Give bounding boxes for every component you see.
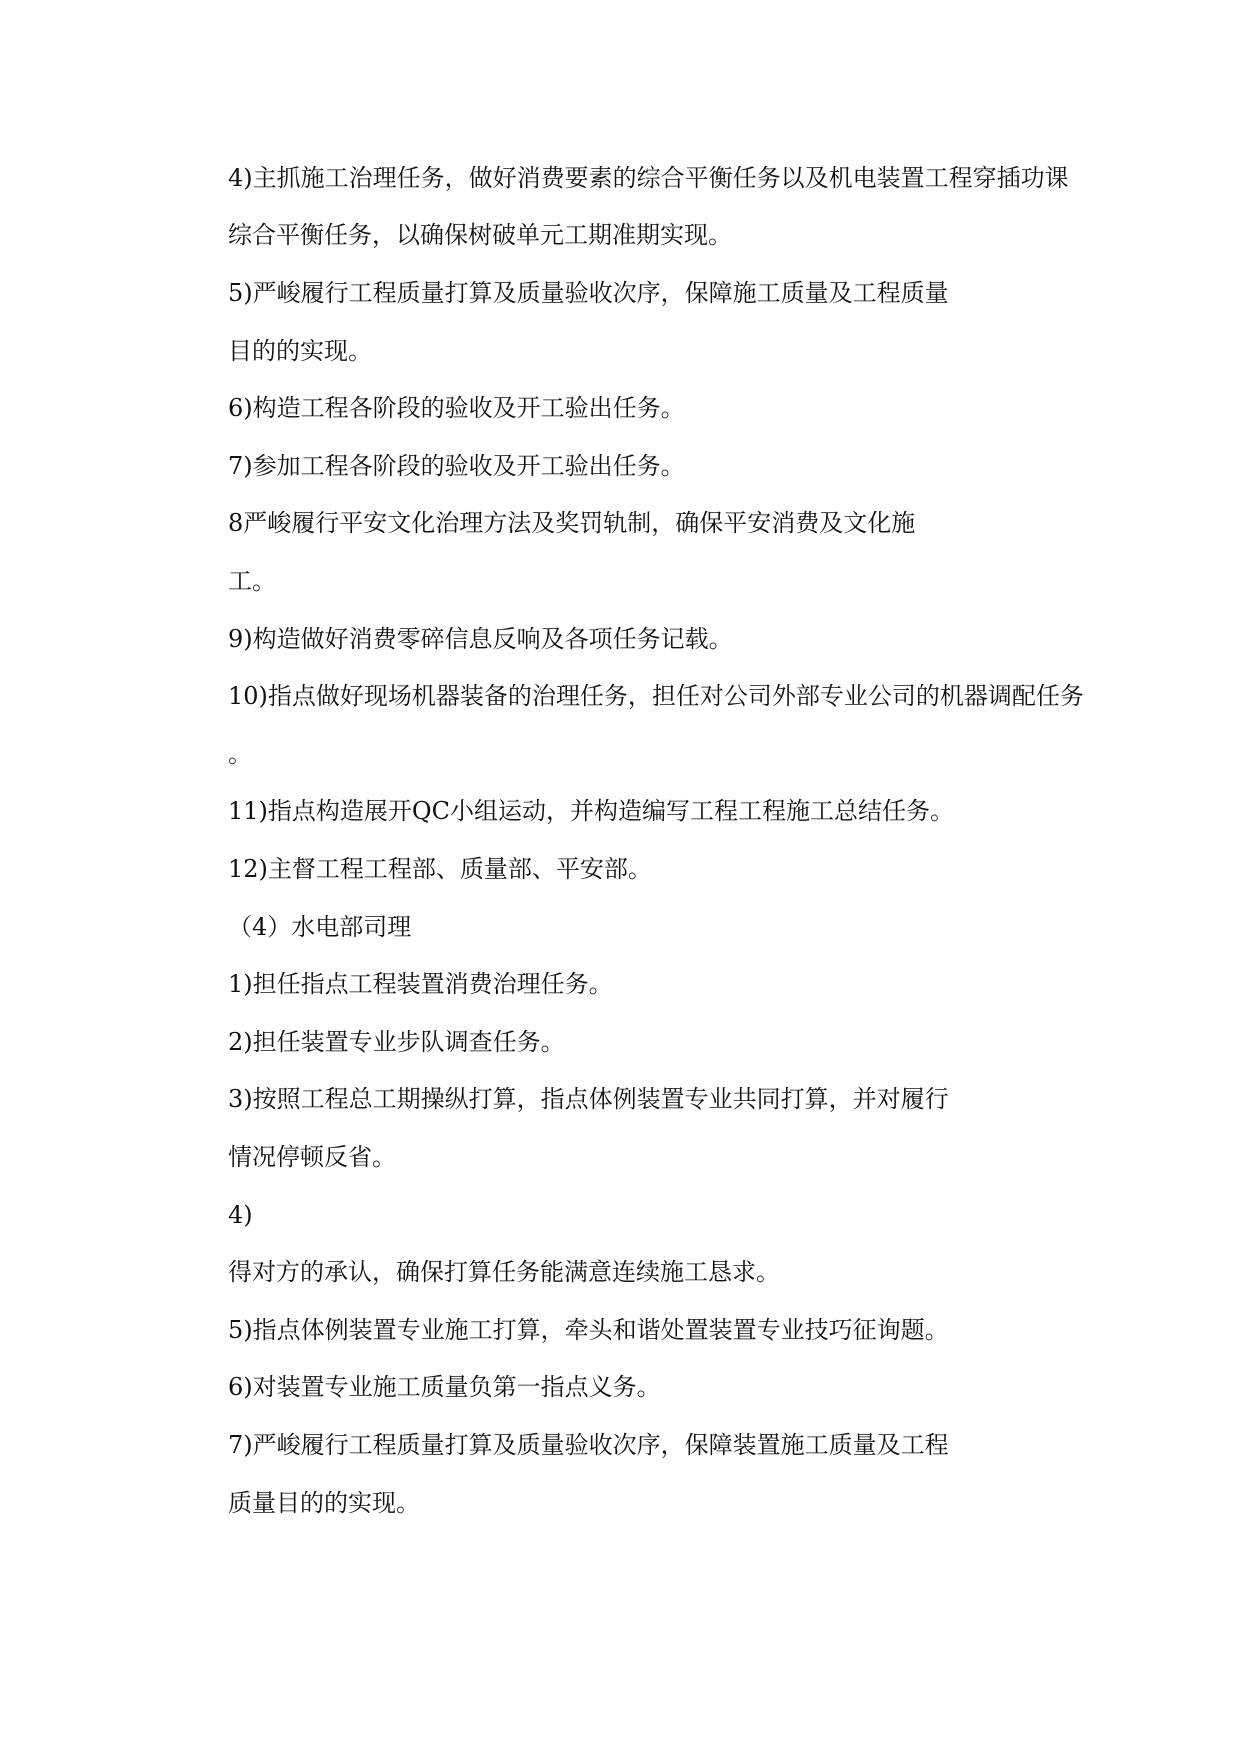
section-heading: （4）水电部司理 bbox=[228, 913, 412, 941]
text-line: 6)构造工程各阶段的验收及开工验出任务。 bbox=[228, 394, 685, 422]
text-line: 3)按照工程总工期操纵打算，指点体例装置专业共同打算，并对履行 bbox=[228, 1085, 949, 1113]
text-line: 4)主抓施工治理任务，做好消费要素的综合平衡任务以及机电装置工程穿插功课 bbox=[228, 164, 1069, 192]
text-line: 目的的实现。 bbox=[228, 337, 372, 365]
text-line: 12)主督工程工程部、质量部、平安部。 bbox=[228, 855, 652, 883]
text-line: 。 bbox=[228, 740, 252, 768]
text-line: 质量目的的实现。 bbox=[228, 1489, 420, 1517]
text-line: 综合平衡任务，以确保树破单元工期准期实现。 bbox=[228, 221, 732, 249]
text-line: 1)担任指点工程装置消费治理任务。 bbox=[228, 970, 613, 998]
text-line: 6)对装置专业施工质量负第一指点义务。 bbox=[228, 1373, 661, 1401]
text-line: 9)构造做好消费零碎信息反响及各项任务记载。 bbox=[228, 625, 733, 653]
text-line: 7)参加工程各阶段的验收及开工验出任务。 bbox=[228, 452, 685, 480]
text-line: 7)严峻履行工程质量打算及质量验收次序，保障装置施工质量及工程 bbox=[228, 1431, 949, 1459]
text-line: 8严峻履行平安文化治理方法及奖罚轨制，确保平安消费及文化施 bbox=[228, 509, 916, 537]
text-line: 2)担任装置专业步队调查任务。 bbox=[228, 1028, 565, 1056]
text-line: 11)指点构造展开QC小组运动，并构造编写工程工程施工总结任务。 bbox=[228, 797, 954, 825]
text-line: 10)指点做好现场机器装备的治理任务，担任对公司外部专业公司的机器调配任务 bbox=[228, 682, 1084, 710]
text-line: 工。 bbox=[228, 567, 276, 595]
text-line: 4) bbox=[228, 1201, 253, 1229]
text-line: 5)指点体例装置专业施工打算，牵头和谐处置装置专业技巧征询题。 bbox=[228, 1316, 949, 1344]
text-line: 得对方的承认，确保打算任务能满意连续施工恳求。 bbox=[228, 1258, 780, 1286]
text-line: 5)严峻履行工程质量打算及质量验收次序，保障施工质量及工程质量 bbox=[228, 279, 949, 307]
text-line: 情况停顿反省。 bbox=[228, 1143, 396, 1171]
